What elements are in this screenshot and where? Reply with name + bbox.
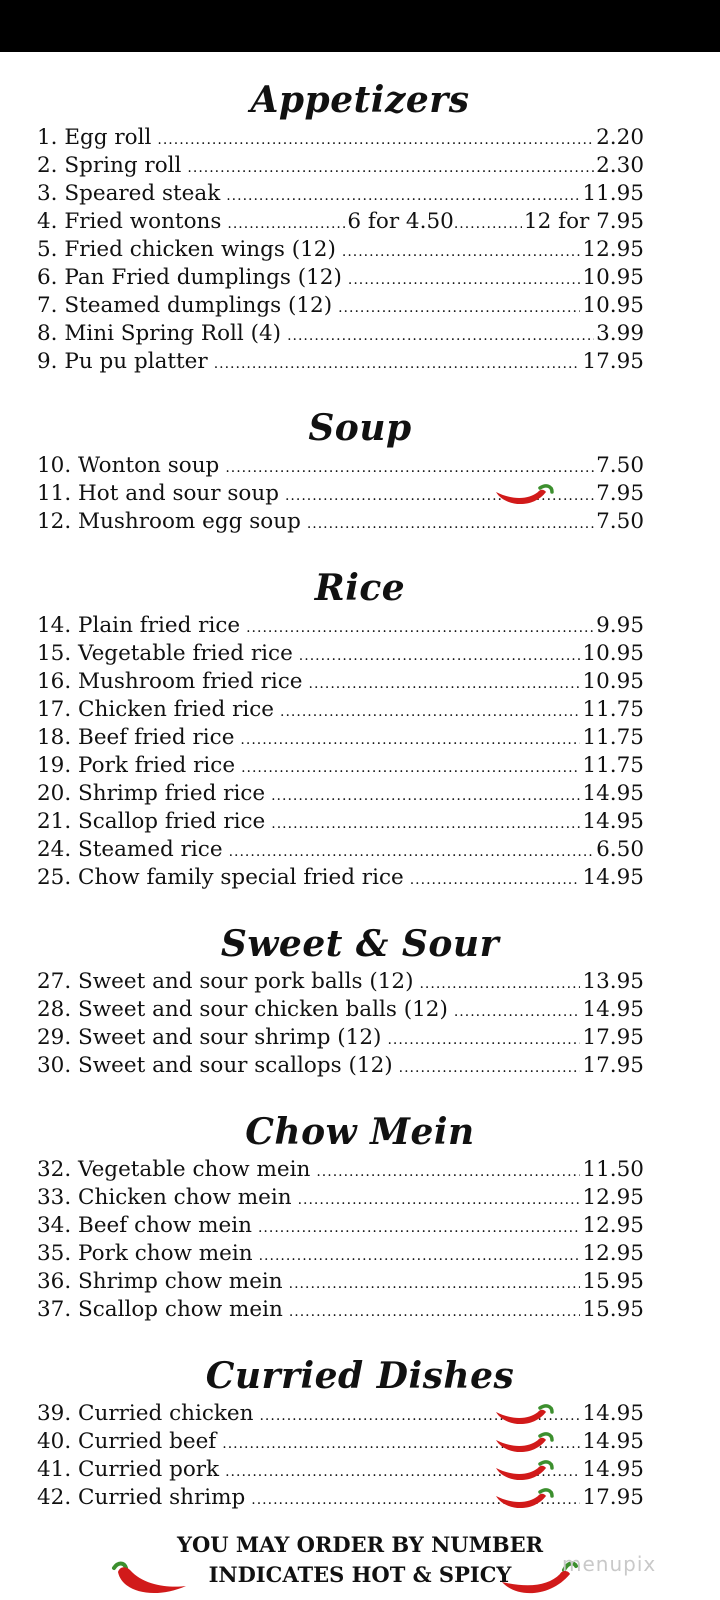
item-price: 7.50 [596,509,644,534]
dot-leader [348,266,581,294]
menu-item [37,780,644,808]
item-price: 10.95 [582,265,644,290]
item-name: 10. Wonton soup [37,453,220,478]
item-price: 10.95 [582,641,644,666]
item-price: 10.95 [582,669,644,694]
dot-leader [298,1186,581,1214]
section-title: Sweet & Sour [220,923,500,965]
item-name: 8. Mini Spring Roll (4) [37,321,282,346]
item-list [0,1400,720,1512]
item-list [0,452,720,536]
menu-item [37,152,644,180]
item-name: 32. Vegetable chow mein [37,1157,311,1182]
item-name: 35. Pork chow mein [37,1241,253,1266]
item-price: 11.75 [582,753,644,778]
item-price: 13.95 [582,969,644,994]
hot-spicy-legend: INDICATES HOT & SPICY [208,1562,512,1587]
chili-pepper-icon [492,482,556,508]
item-price: 14.95 [582,997,644,1022]
dot-leader [226,182,580,210]
chili-pepper-icon [108,1558,192,1600]
item-price: 12.95 [582,1213,644,1238]
dot-leader [271,810,580,838]
item-name: 1. Egg roll [37,125,152,150]
menu-item [37,996,644,1024]
item-price: 17.95 [582,349,644,374]
item-name: 5. Fried chicken wings (12) [37,237,336,262]
menu-section [0,566,720,892]
item-name: 11. Hot and sour soup [37,481,279,506]
section-title: Chow Mein [245,1111,475,1153]
item-name: 21. Scallop fried rice [37,809,266,834]
item-price: 9.95 [596,613,644,638]
dot-leader [454,998,581,1026]
dot-leader [338,294,580,322]
menu-item [37,236,644,264]
menu-section [0,922,720,1080]
item-price: 14.95 [582,781,644,806]
dot-leader [342,238,581,266]
dot-leader [227,210,347,238]
dot-leader [454,210,522,238]
chili-pepper-icon [492,1402,556,1428]
item-price: 12 for 7.95 [523,209,644,234]
item-name: 36. Shrimp chow mein [37,1269,283,1294]
item-name: 27. Sweet and sour pork balls (12) [37,969,414,994]
menu-item [37,1456,644,1484]
menu-section [0,78,720,376]
item-name: 40. Curried beef [37,1429,217,1454]
item-list [0,124,720,376]
dot-leader [307,510,594,538]
menu-item [37,696,644,724]
item-name: 29. Sweet and sour shrimp (12) [37,1025,382,1050]
chili-pepper-icon [492,1486,556,1512]
dot-leader [419,970,580,998]
item-price: 14.95 [582,1457,644,1482]
dot-leader [187,154,594,182]
menu-item [37,480,644,508]
chili-pepper-icon [492,1458,556,1484]
menu-item [37,348,644,376]
item-price: 12.95 [582,1185,644,1210]
item-name: 17. Chicken fried rice [37,697,275,722]
section-title: Rice [314,567,406,609]
dot-leader [299,642,581,670]
item-price: 11.75 [582,697,644,722]
item-name: 19. Pork fried rice [37,753,236,778]
item-price: 14.95 [582,809,644,834]
item-list [0,612,720,892]
menu-item [37,864,644,892]
item-price: 12.95 [582,1241,644,1266]
menu-item [37,508,644,536]
dot-leader [157,126,594,154]
item-name: 33. Chicken chow mein [37,1185,292,1210]
menu-item [37,124,644,152]
item-name: 18. Beef fried rice [37,725,235,750]
menu-body [0,78,720,1542]
dot-leader [259,1242,581,1270]
menu-item [37,1240,644,1268]
item-name: 41. Curried pork [37,1457,220,1482]
menu-item [37,1156,644,1184]
item-list [0,1156,720,1324]
menu-item [37,452,644,480]
dot-leader [410,866,581,894]
dot-leader [316,1158,580,1186]
item-price: 12.95 [582,237,644,262]
item-price: 17.95 [582,1485,644,1510]
item-price: 10.95 [582,293,644,318]
dot-leader [289,1298,581,1326]
menu-item [37,1212,644,1240]
menu-section [0,1354,720,1512]
section-title: Curried Dishes [205,1355,515,1397]
item-price: 7.50 [596,453,644,478]
item-price: 15.95 [582,1269,644,1294]
item-name: 20. Shrimp fried rice [37,781,266,806]
menu-item [37,724,644,752]
item-name: 34. Beef chow mein [37,1213,252,1238]
chili-pepper-icon [492,1430,556,1456]
item-price: 17.95 [582,1053,644,1078]
menu-item [37,264,644,292]
menu-item [37,1484,644,1512]
item-price: 3.99 [596,321,644,346]
item-name: 14. Plain fried rice [37,613,241,638]
item-name: 9. Pu pu platter [37,349,208,374]
section-title: Soup [308,407,412,449]
menu-item [37,1268,644,1296]
menu-item [37,752,644,780]
item-name: 15. Vegetable fried rice [37,641,293,666]
item-price: 7.95 [596,481,644,506]
menu-item [37,180,644,208]
menu-section [0,1110,720,1324]
menu-section [0,406,720,536]
dot-leader [246,614,594,642]
menu-item [37,292,644,320]
item-name: 42. Curried shrimp [37,1485,246,1510]
menu-item [37,1052,644,1080]
item-price: 14.95 [582,1429,644,1454]
item-price: 2.20 [596,125,644,150]
dot-leader [287,322,594,350]
dot-leader [309,670,581,698]
menu-item [37,1296,644,1324]
item-name: 7. Steamed dumplings (12) [37,293,333,318]
menu-item [37,612,644,640]
top-bar [0,0,720,52]
item-name: 24. Steamed rice [37,837,223,862]
item-name: 16. Mushroom fried rice [37,669,303,694]
item-name: 28. Sweet and sour chicken balls (12) [37,997,448,1022]
item-price: 11.95 [582,181,644,206]
item-name: 39. Curried chicken [37,1401,254,1426]
section-title: Appetizers [250,79,470,121]
item-price: 14.95 [582,1401,644,1426]
item-name: 4. Fried wontons [37,209,222,234]
item-list [0,968,720,1080]
dot-leader [258,1214,580,1242]
dot-leader [240,726,580,754]
item-price: 11.75 [582,725,644,750]
menu-item [37,1400,644,1428]
item-price-small: 6 for 4.50 [347,209,454,234]
menu-item [37,1024,644,1052]
dot-leader [214,350,581,378]
dot-leader [387,1026,580,1054]
dot-leader [271,782,580,810]
item-name: 3. Speared steak [37,181,221,206]
dot-leader [399,1054,581,1082]
dot-leader [229,838,595,866]
menu-item [37,208,644,236]
dot-leader [280,698,580,726]
menu-item [37,968,644,996]
item-name: 6. Pan Fried dumplings (12) [37,265,342,290]
menu-item [37,320,644,348]
menu-item [37,808,644,836]
menu-item [37,640,644,668]
dot-leader [241,754,580,782]
menu-item [37,1184,644,1212]
item-name: 12. Mushroom egg soup [37,509,301,534]
menu-item [37,1428,644,1456]
menupix-watermark: menupix [562,1552,657,1576]
item-price: 11.50 [582,1157,644,1182]
dot-leader [289,1270,581,1298]
item-price: 17.95 [582,1025,644,1050]
order-by-number-note: YOU MAY ORDER BY NUMBER [176,1532,544,1557]
item-name: 37. Scallop chow mein [37,1297,283,1322]
dot-leader [225,454,594,482]
item-price: 6.50 [596,837,644,862]
item-price: 2.30 [596,153,644,178]
item-price: 14.95 [582,865,644,890]
menu-item [37,836,644,864]
item-name: 30. Sweet and sour scallops (12) [37,1053,393,1078]
menu-item [37,668,644,696]
item-name: 25. Chow family special fried rice [37,865,404,890]
item-price: 15.95 [582,1297,644,1322]
item-name: 2. Spring roll [37,153,182,178]
